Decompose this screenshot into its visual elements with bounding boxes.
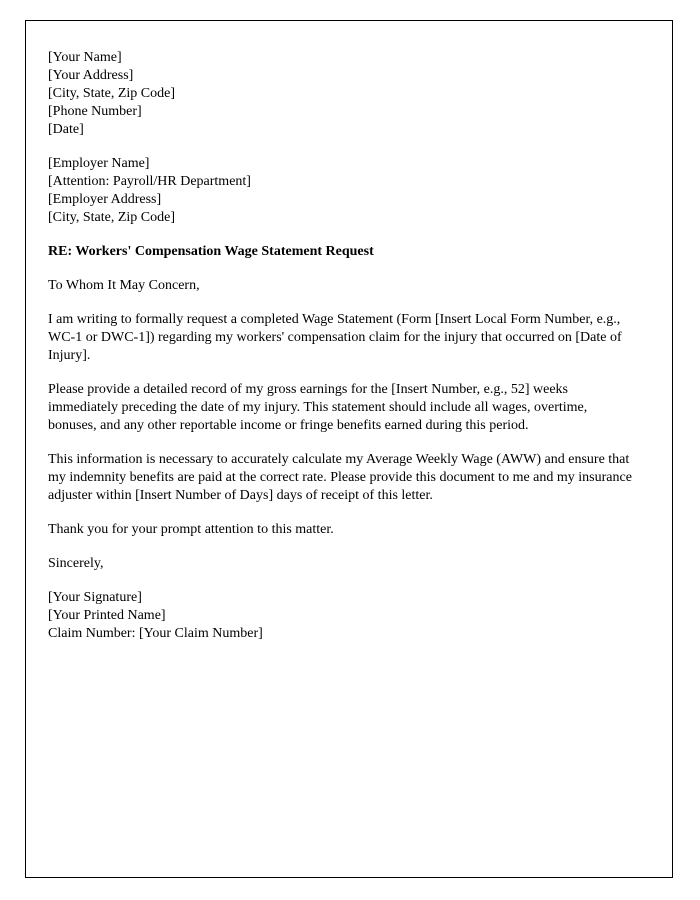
salutation-line: To Whom It May Concern, xyxy=(48,278,200,293)
sender-block xyxy=(48,49,634,139)
body-paragraph-4: Thank you for your prompt attention to this matter. xyxy=(48,522,334,537)
signature-block xyxy=(48,589,634,643)
subject-line: RE: Workers' Compensation Wage Statement Request xyxy=(48,244,374,259)
claim-number-line: Claim Number: [Your Claim Number] xyxy=(48,626,263,641)
recipient-block xyxy=(48,155,634,227)
employer-address-line: [Employer Address] xyxy=(48,192,162,207)
employer-name-line: [Employer Name] xyxy=(48,156,150,171)
body-paragraph-2: Please provide a detailed record of my gross earnings for the [Insert Number, e.g., 52] weeks immediately preceding the date of my injury. This statement should include all wages, overtime, bonuses, and any other reportable income or fringe benefits earned during this period. xyxy=(48,382,588,433)
body-paragraph-1: I am writing to formally request a completed Wage Statement (Form [Insert Local Form Number, e.g., WC-1 or DWC-1]) regarding my workers' compensation claim for the injury that occurred on [Date of Injury]. xyxy=(48,312,622,363)
closing-line: Sincerely, xyxy=(48,556,104,571)
body-paragraph-3: This information is necessary to accurately calculate my Average Weekly Wage (AWW) and ensure that my indemnity benefits are paid at the correct rate. Please provide this document to me and my insurance adjuster within [Insert Number of Days] days of receipt of this letter. xyxy=(48,452,632,503)
signature-line: [Your Signature] xyxy=(48,590,142,605)
employer-city-line: [City, State, Zip Code] xyxy=(48,210,176,225)
sender-phone-line: [Phone Number] xyxy=(48,104,142,119)
letter-date-line: [Date] xyxy=(48,122,84,137)
sender-city-line: [City, State, Zip Code] xyxy=(48,86,176,101)
letter-content xyxy=(26,21,672,643)
sender-address-line: [Your Address] xyxy=(48,68,134,83)
printed-name-line: [Your Printed Name] xyxy=(48,608,166,623)
sender-name-line: [Your Name] xyxy=(48,50,122,65)
page-border xyxy=(25,20,673,878)
attention-line: [Attention: Payroll/HR Department] xyxy=(48,174,251,189)
